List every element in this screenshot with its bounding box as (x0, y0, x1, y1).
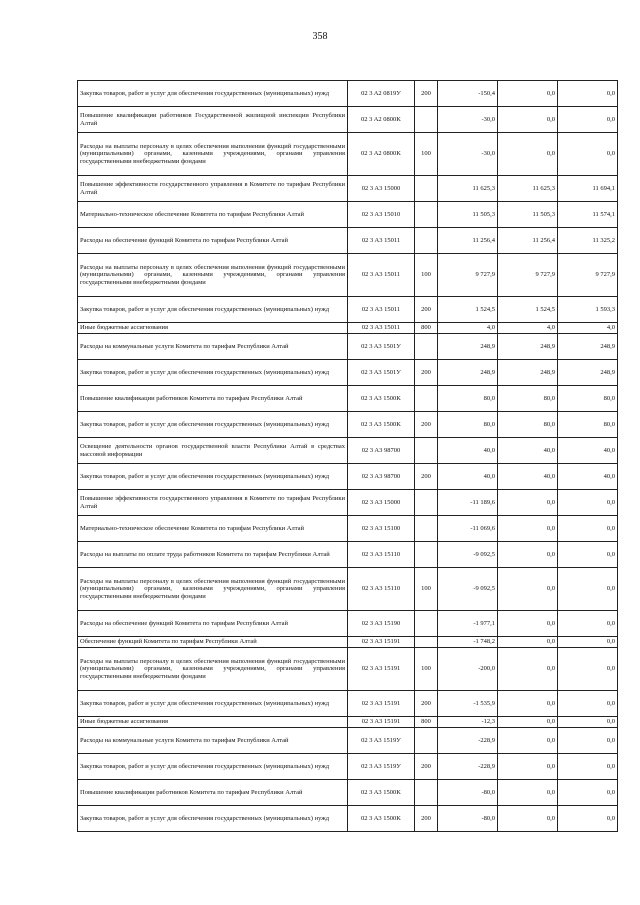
table-row (78, 568, 618, 611)
row-value-1-cell: -200,0 (438, 648, 498, 691)
row-value-2-cell: 40,0 (498, 464, 558, 490)
row-name-cell: Расходы на обеспечение функций Комитета по тарифам Республики Алтай (78, 611, 348, 637)
row-value-3-cell: 1 593,3 (558, 297, 618, 323)
row-value-3-cell: 9 727,9 (558, 254, 618, 297)
table-row (78, 717, 618, 728)
table-row (78, 754, 618, 780)
row-name-cell: Иные бюджетные ассигнования (78, 717, 348, 728)
row-name-cell: Расходы на коммунальные услуги Комитета по тарифам Республики Алтай (78, 334, 348, 360)
table-row (78, 323, 618, 334)
row-expense-type-cell: 800 (415, 717, 438, 728)
row-value-3-cell: 0,0 (558, 542, 618, 568)
table-row (78, 490, 618, 516)
table-row (78, 228, 618, 254)
row-value-3-cell: 0,0 (558, 107, 618, 133)
row-value-2-cell: 0,0 (498, 691, 558, 717)
row-value-3-cell: 0,0 (558, 637, 618, 648)
row-expense-type-cell: 100 (415, 648, 438, 691)
row-expense-type-cell: 100 (415, 568, 438, 611)
row-value-3-cell: 11 325,2 (558, 228, 618, 254)
row-value-1-cell: -228,9 (438, 728, 498, 754)
table-row (78, 542, 618, 568)
row-name-cell: Закупка товаров, работ и услуг для обеспечения государственных (муниципальных) нужд (78, 806, 348, 832)
table-row (78, 806, 618, 832)
table-row (78, 176, 618, 202)
row-csr-code-cell: 02 3 A3 15191 (348, 717, 415, 728)
row-csr-code-cell: 02 3 A3 15011 (348, 323, 415, 334)
row-value-2-cell: 0,0 (498, 728, 558, 754)
row-value-2-cell: 4,0 (498, 323, 558, 334)
row-value-1-cell: 248,9 (438, 360, 498, 386)
row-name-cell: Материально-техническое обеспечение Комитета по тарифам Республики Алтай (78, 516, 348, 542)
row-expense-type-cell: 200 (415, 297, 438, 323)
row-value-3-cell: 40,0 (558, 438, 618, 464)
row-expense-type-cell: 200 (415, 412, 438, 438)
row-value-1-cell: -9 092,5 (438, 568, 498, 611)
row-expense-type-cell (415, 780, 438, 806)
row-value-3-cell: 0,0 (558, 490, 618, 516)
table-row (78, 691, 618, 717)
row-expense-type-cell (415, 542, 438, 568)
row-name-cell: Закупка товаров, работ и услуг для обеспечения государственных (муниципальных) нужд (78, 360, 348, 386)
row-csr-code-cell: 02 3 A3 15191 (348, 648, 415, 691)
row-value-1-cell: 80,0 (438, 412, 498, 438)
row-value-1-cell: -11 069,6 (438, 516, 498, 542)
row-value-2-cell: 0,0 (498, 490, 558, 516)
row-value-2-cell: 40,0 (498, 438, 558, 464)
table-row (78, 412, 618, 438)
row-value-3-cell: 248,9 (558, 360, 618, 386)
row-value-3-cell: 0,0 (558, 611, 618, 637)
table-row (78, 386, 618, 412)
row-value-1-cell: -1 535,9 (438, 691, 498, 717)
row-expense-type-cell: 800 (415, 323, 438, 334)
row-expense-type-cell (415, 490, 438, 516)
row-csr-code-cell: 02 3 A3 15010 (348, 202, 415, 228)
row-name-cell: Освещение деятельности органов государственной власти Республики Алтай в средствах массовой информации (78, 438, 348, 464)
row-value-2-cell: 80,0 (498, 412, 558, 438)
table-row (78, 780, 618, 806)
row-csr-code-cell: 02 3 A2 0800K (348, 133, 415, 176)
row-name-cell: Расходы на выплаты персоналу в целях обеспечения выполнения функций государственными (муниципальными) органами, казенными учреждениями, органами управления государственными внебюджетными фондами (78, 568, 348, 611)
row-value-2-cell: 1 524,5 (498, 297, 558, 323)
budget-table (77, 80, 618, 832)
row-value-3-cell: 0,0 (558, 568, 618, 611)
row-name-cell: Обеспечение функций Комитета по тарифам Республики Алтай (78, 637, 348, 648)
table-row (78, 254, 618, 297)
row-value-1-cell: 11 505,3 (438, 202, 498, 228)
row-expense-type-cell (415, 176, 438, 202)
row-name-cell: Закупка товаров, работ и услуг для обеспечения государственных (муниципальных) нужд (78, 691, 348, 717)
row-expense-type-cell: 200 (415, 691, 438, 717)
row-value-3-cell: 248,9 (558, 334, 618, 360)
row-value-2-cell: 9 727,9 (498, 254, 558, 297)
row-value-2-cell: 0,0 (498, 717, 558, 728)
row-csr-code-cell: 02 3 A3 1500K (348, 386, 415, 412)
row-expense-type-cell: 200 (415, 806, 438, 832)
row-value-1-cell: 11 625,3 (438, 176, 498, 202)
row-value-2-cell: 11 625,3 (498, 176, 558, 202)
row-value-1-cell: -30,0 (438, 107, 498, 133)
row-value-2-cell: 248,9 (498, 360, 558, 386)
row-name-cell: Повышение эффективности государственного управления в Комитете по тарифам Республики Алтай (78, 176, 348, 202)
row-value-1-cell: 1 524,5 (438, 297, 498, 323)
row-csr-code-cell: 02 3 A3 1500K (348, 780, 415, 806)
table-row (78, 464, 618, 490)
row-value-2-cell: 11 505,3 (498, 202, 558, 228)
row-expense-type-cell (415, 438, 438, 464)
row-name-cell: Закупка товаров, работ и услуг для обеспечения государственных (муниципальных) нужд (78, 464, 348, 490)
row-value-3-cell: 0,0 (558, 648, 618, 691)
row-csr-code-cell: 02 3 A3 15100 (348, 516, 415, 542)
row-value-3-cell: 0,0 (558, 691, 618, 717)
row-csr-code-cell: 02 3 A3 1519У (348, 754, 415, 780)
row-name-cell: Закупка товаров, работ и услуг для обеспечения государственных (муниципальных) нужд (78, 412, 348, 438)
table-row (78, 637, 618, 648)
row-value-3-cell: 0,0 (558, 754, 618, 780)
table-row (78, 648, 618, 691)
row-value-2-cell: 0,0 (498, 754, 558, 780)
table-row (78, 334, 618, 360)
row-expense-type-cell (415, 516, 438, 542)
table-row (78, 516, 618, 542)
row-value-2-cell: 0,0 (498, 568, 558, 611)
row-csr-code-cell: 02 3 A3 98700 (348, 438, 415, 464)
row-expense-type-cell (415, 107, 438, 133)
row-value-1-cell: -80,0 (438, 806, 498, 832)
row-value-1-cell: 80,0 (438, 386, 498, 412)
row-csr-code-cell: 02 3 A3 1500K (348, 806, 415, 832)
row-csr-code-cell: 02 3 A2 0819У (348, 81, 415, 107)
row-value-1-cell: -80,0 (438, 780, 498, 806)
row-value-3-cell: 40,0 (558, 464, 618, 490)
row-csr-code-cell: 02 3 A3 15011 (348, 228, 415, 254)
page-number: 358 (312, 31, 328, 42)
row-expense-type-cell: 100 (415, 133, 438, 176)
row-expense-type-cell: 200 (415, 754, 438, 780)
row-csr-code-cell: 02 3 A3 15191 (348, 637, 415, 648)
row-value-2-cell: 0,0 (498, 81, 558, 107)
row-csr-code-cell: 02 3 A3 1501У (348, 360, 415, 386)
row-value-2-cell: 0,0 (498, 637, 558, 648)
row-value-2-cell: 11 256,4 (498, 228, 558, 254)
row-value-3-cell: 0,0 (558, 516, 618, 542)
table-row (78, 107, 618, 133)
row-value-3-cell: 11 694,1 (558, 176, 618, 202)
row-csr-code-cell: 02 3 A3 15190 (348, 611, 415, 637)
row-expense-type-cell: 200 (415, 464, 438, 490)
row-expense-type-cell: 200 (415, 360, 438, 386)
row-csr-code-cell: 02 3 A2 0800K (348, 107, 415, 133)
row-csr-code-cell: 02 3 A3 15110 (348, 568, 415, 611)
row-expense-type-cell (415, 228, 438, 254)
row-value-2-cell: 0,0 (498, 516, 558, 542)
row-name-cell: Расходы на выплаты персоналу в целях обеспечения выполнения функций государственными (муниципальными) органами, казенными учреждениями, органами управления государственными внебюджетными фондами (78, 254, 348, 297)
row-name-cell: Повышение квалификации работников Комитета по тарифам Республики Алтай (78, 386, 348, 412)
row-value-2-cell: 0,0 (498, 780, 558, 806)
row-csr-code-cell: 02 3 A3 15000 (348, 176, 415, 202)
row-value-1-cell: -12,3 (438, 717, 498, 728)
row-csr-code-cell: 02 3 A3 15110 (348, 542, 415, 568)
row-value-3-cell: 0,0 (558, 717, 618, 728)
row-name-cell: Закупка товаров, работ и услуг для обеспечения государственных (муниципальных) нужд (78, 81, 348, 107)
table-row (78, 202, 618, 228)
row-name-cell: Иные бюджетные ассигнования (78, 323, 348, 334)
row-value-2-cell: 80,0 (498, 386, 558, 412)
row-value-2-cell: 0,0 (498, 611, 558, 637)
row-value-1-cell: 11 256,4 (438, 228, 498, 254)
row-name-cell: Расходы на коммунальные услуги Комитета по тарифам Республики Алтай (78, 728, 348, 754)
row-expense-type-cell (415, 386, 438, 412)
row-name-cell: Повышение квалификации работников Государственной жилищной инспекции Республики Алтай (78, 107, 348, 133)
row-value-1-cell: 4,0 (438, 323, 498, 334)
budget-table-body (78, 81, 618, 832)
table-row (78, 728, 618, 754)
row-value-1-cell: -1 748,2 (438, 637, 498, 648)
row-name-cell: Расходы на выплаты по оплате труда работников Комитета по тарифам Республики Алтай (78, 542, 348, 568)
row-value-1-cell: -9 092,5 (438, 542, 498, 568)
row-csr-code-cell: 02 3 A3 15011 (348, 297, 415, 323)
row-expense-type-cell (415, 611, 438, 637)
row-expense-type-cell (415, 202, 438, 228)
row-name-cell: Закупка товаров, работ и услуг для обеспечения государственных (муниципальных) нужд (78, 754, 348, 780)
row-value-2-cell: 0,0 (498, 648, 558, 691)
row-csr-code-cell: 02 3 A3 98700 (348, 464, 415, 490)
row-value-1-cell: 40,0 (438, 464, 498, 490)
row-name-cell: Повышение эффективности государственного управления в Комитете по тарифам Республики Алтай (78, 490, 348, 516)
row-value-1-cell: -150,4 (438, 81, 498, 107)
row-expense-type-cell (415, 728, 438, 754)
row-value-3-cell: 4,0 (558, 323, 618, 334)
row-csr-code-cell: 02 3 A3 15000 (348, 490, 415, 516)
row-name-cell: Расходы на выплаты персоналу в целях обеспечения выполнения функций государственными (муниципальными) органами, казенными учреждениями, органами управления государственными внебюджетными фондами (78, 648, 348, 691)
row-name-cell: Закупка товаров, работ и услуг для обеспечения государственных (муниципальных) нужд (78, 297, 348, 323)
table-row (78, 611, 618, 637)
table-row (78, 133, 618, 176)
row-name-cell: Материально-техническое обеспечение Комитета по тарифам Республики Алтай (78, 202, 348, 228)
row-value-1-cell: 9 727,9 (438, 254, 498, 297)
row-value-1-cell: -1 977,1 (438, 611, 498, 637)
row-value-1-cell: -228,9 (438, 754, 498, 780)
row-value-1-cell: -30,0 (438, 133, 498, 176)
row-name-cell: Расходы на выплаты персоналу в целях обеспечения выполнения функций государственными (муниципальными) органами, казенными учреждениями, органами управления государственными внебюджетными фондами (78, 133, 348, 176)
row-csr-code-cell: 02 3 A3 1500K (348, 412, 415, 438)
row-name-cell: Расходы на обеспечение функций Комитета по тарифам Республики Алтай (78, 228, 348, 254)
row-csr-code-cell: 02 3 A3 1501У (348, 334, 415, 360)
row-expense-type-cell (415, 637, 438, 648)
table-row (78, 360, 618, 386)
row-expense-type-cell: 100 (415, 254, 438, 297)
table-row (78, 438, 618, 464)
row-csr-code-cell: 02 3 A3 1519У (348, 728, 415, 754)
row-value-3-cell: 0,0 (558, 81, 618, 107)
row-csr-code-cell: 02 3 A3 15191 (348, 691, 415, 717)
row-value-2-cell: 248,9 (498, 334, 558, 360)
row-value-3-cell: 0,0 (558, 780, 618, 806)
row-value-3-cell: 80,0 (558, 412, 618, 438)
table-row (78, 81, 618, 107)
row-value-3-cell: 80,0 (558, 386, 618, 412)
row-value-2-cell: 0,0 (498, 806, 558, 832)
row-value-1-cell: 40,0 (438, 438, 498, 464)
row-value-2-cell: 0,0 (498, 133, 558, 176)
row-expense-type-cell: 200 (415, 81, 438, 107)
row-value-3-cell: 0,0 (558, 728, 618, 754)
row-value-2-cell: 0,0 (498, 542, 558, 568)
row-expense-type-cell (415, 334, 438, 360)
row-csr-code-cell: 02 3 A3 15011 (348, 254, 415, 297)
row-value-3-cell: 0,0 (558, 806, 618, 832)
row-value-1-cell: 248,9 (438, 334, 498, 360)
table-row (78, 297, 618, 323)
row-name-cell: Повышение квалификации работников Комитета по тарифам Республики Алтай (78, 780, 348, 806)
row-value-2-cell: 0,0 (498, 107, 558, 133)
row-value-1-cell: -11 189,6 (438, 490, 498, 516)
row-value-3-cell: 11 574,1 (558, 202, 618, 228)
row-value-3-cell: 0,0 (558, 133, 618, 176)
